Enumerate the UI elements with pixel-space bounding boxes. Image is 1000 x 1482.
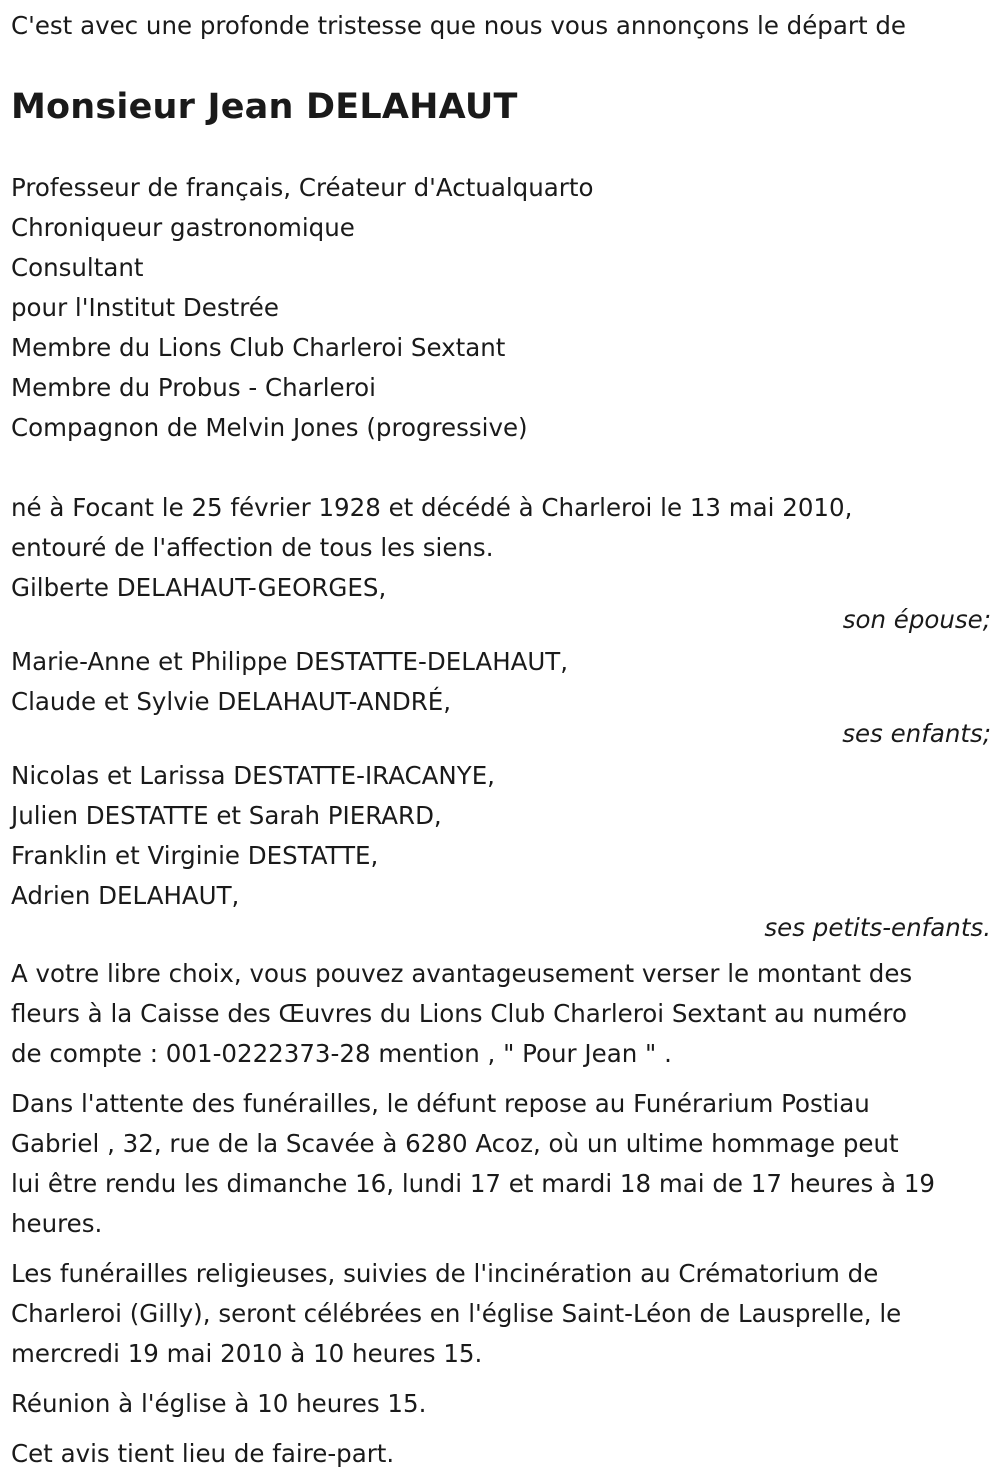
deceased-name: Monsieur Jean DELAHAUT xyxy=(11,87,518,127)
family-relation: ses petits-enfants. xyxy=(764,913,991,942)
paragraph-line: Cet avis tient lieu de faire-part. xyxy=(11,1439,395,1468)
family-relation: son épouse; xyxy=(842,605,991,634)
family-member: Adrien DELAHAUT, xyxy=(11,881,240,910)
family-group-children xyxy=(11,642,991,748)
title-line: pour l'Institut Destrée xyxy=(11,293,279,322)
family-relation: ses enfants; xyxy=(842,719,991,748)
paragraph-line: A votre libre choix, vous pouvez avantageusement verser le montant des xyxy=(11,959,913,988)
title-line: Membre du Probus - Charleroi xyxy=(11,373,376,402)
family-member: Nicolas et Larissa DESTATTE-IRACANYE, xyxy=(11,761,495,790)
paragraph-line: lui être rendu les dimanche 16, lundi 17 et mardi 18 mai de 17 heures à 19 xyxy=(11,1169,936,1198)
paragraph-line: fleurs à la Caisse des Œuvres du Lions Club Charleroi Sextant au numéro xyxy=(11,999,907,1028)
paragraph-line: Les funérailles religieuses, suivies de l'incinération au Crématorium de xyxy=(11,1259,879,1288)
dates-line: né à Focant le 25 février 1928 et décédé à Charleroi le 13 mai 2010, xyxy=(11,493,853,522)
dates-line: entouré de l'affection de tous les siens. xyxy=(11,533,494,562)
title-line: Membre du Lions Club Charleroi Sextant xyxy=(11,333,506,362)
donation-paragraph xyxy=(11,954,991,1074)
obituary-notice xyxy=(11,6,991,1474)
paragraph-line: heures. xyxy=(11,1209,103,1238)
title-line: Chroniqueur gastronomique xyxy=(11,213,355,242)
title-line: Professeur de français, Créateur d'Actualquarto xyxy=(11,173,594,202)
closing-paragraph xyxy=(11,1434,991,1474)
title-line: Consultant xyxy=(11,253,144,282)
intro-text: C'est avec une profonde tristesse que nous vous annonçons le départ de xyxy=(11,11,906,40)
birth-death-dates xyxy=(11,488,991,568)
paragraph-line: Dans l'attente des funérailles, le défunt repose au Funérarium Postiau xyxy=(11,1089,870,1118)
paragraph-line: mercredi 19 mai 2010 à 10 heures 15. xyxy=(11,1339,483,1368)
title-line: Compagnon de Melvin Jones (progressive) xyxy=(11,413,528,442)
family-member: Claude et Sylvie DELAHAUT-ANDRÉ, xyxy=(11,687,452,716)
paragraph-line: de compte : 001-0222373-28 mention , " Pour Jean " . xyxy=(11,1039,672,1068)
paragraph-line: Gabriel , 32, rue de la Scavée à 6280 Acoz, où un ultime hommage peut xyxy=(11,1129,899,1158)
family-group-spouse xyxy=(11,568,991,634)
funerarium-paragraph xyxy=(11,1084,991,1244)
titles-list xyxy=(11,168,991,448)
family-member: Gilberte DELAHAUT-GEORGES, xyxy=(11,573,387,602)
paragraph-line: Charleroi (Gilly), seront célébrées en l'église Saint-Léon de Lausprelle, le xyxy=(11,1299,902,1328)
funeral-paragraph xyxy=(11,1254,991,1374)
paragraph-line: Réunion à l'église à 10 heures 15. xyxy=(11,1389,427,1418)
family-group-grandchildren xyxy=(11,756,991,942)
family-member: Marie-Anne et Philippe DESTATTE-DELAHAUT, xyxy=(11,647,569,676)
family-member: Franklin et Virginie DESTATTE, xyxy=(11,841,379,870)
family-member: Julien DESTATTE et Sarah PIERARD, xyxy=(11,801,442,830)
meeting-paragraph xyxy=(11,1384,991,1424)
